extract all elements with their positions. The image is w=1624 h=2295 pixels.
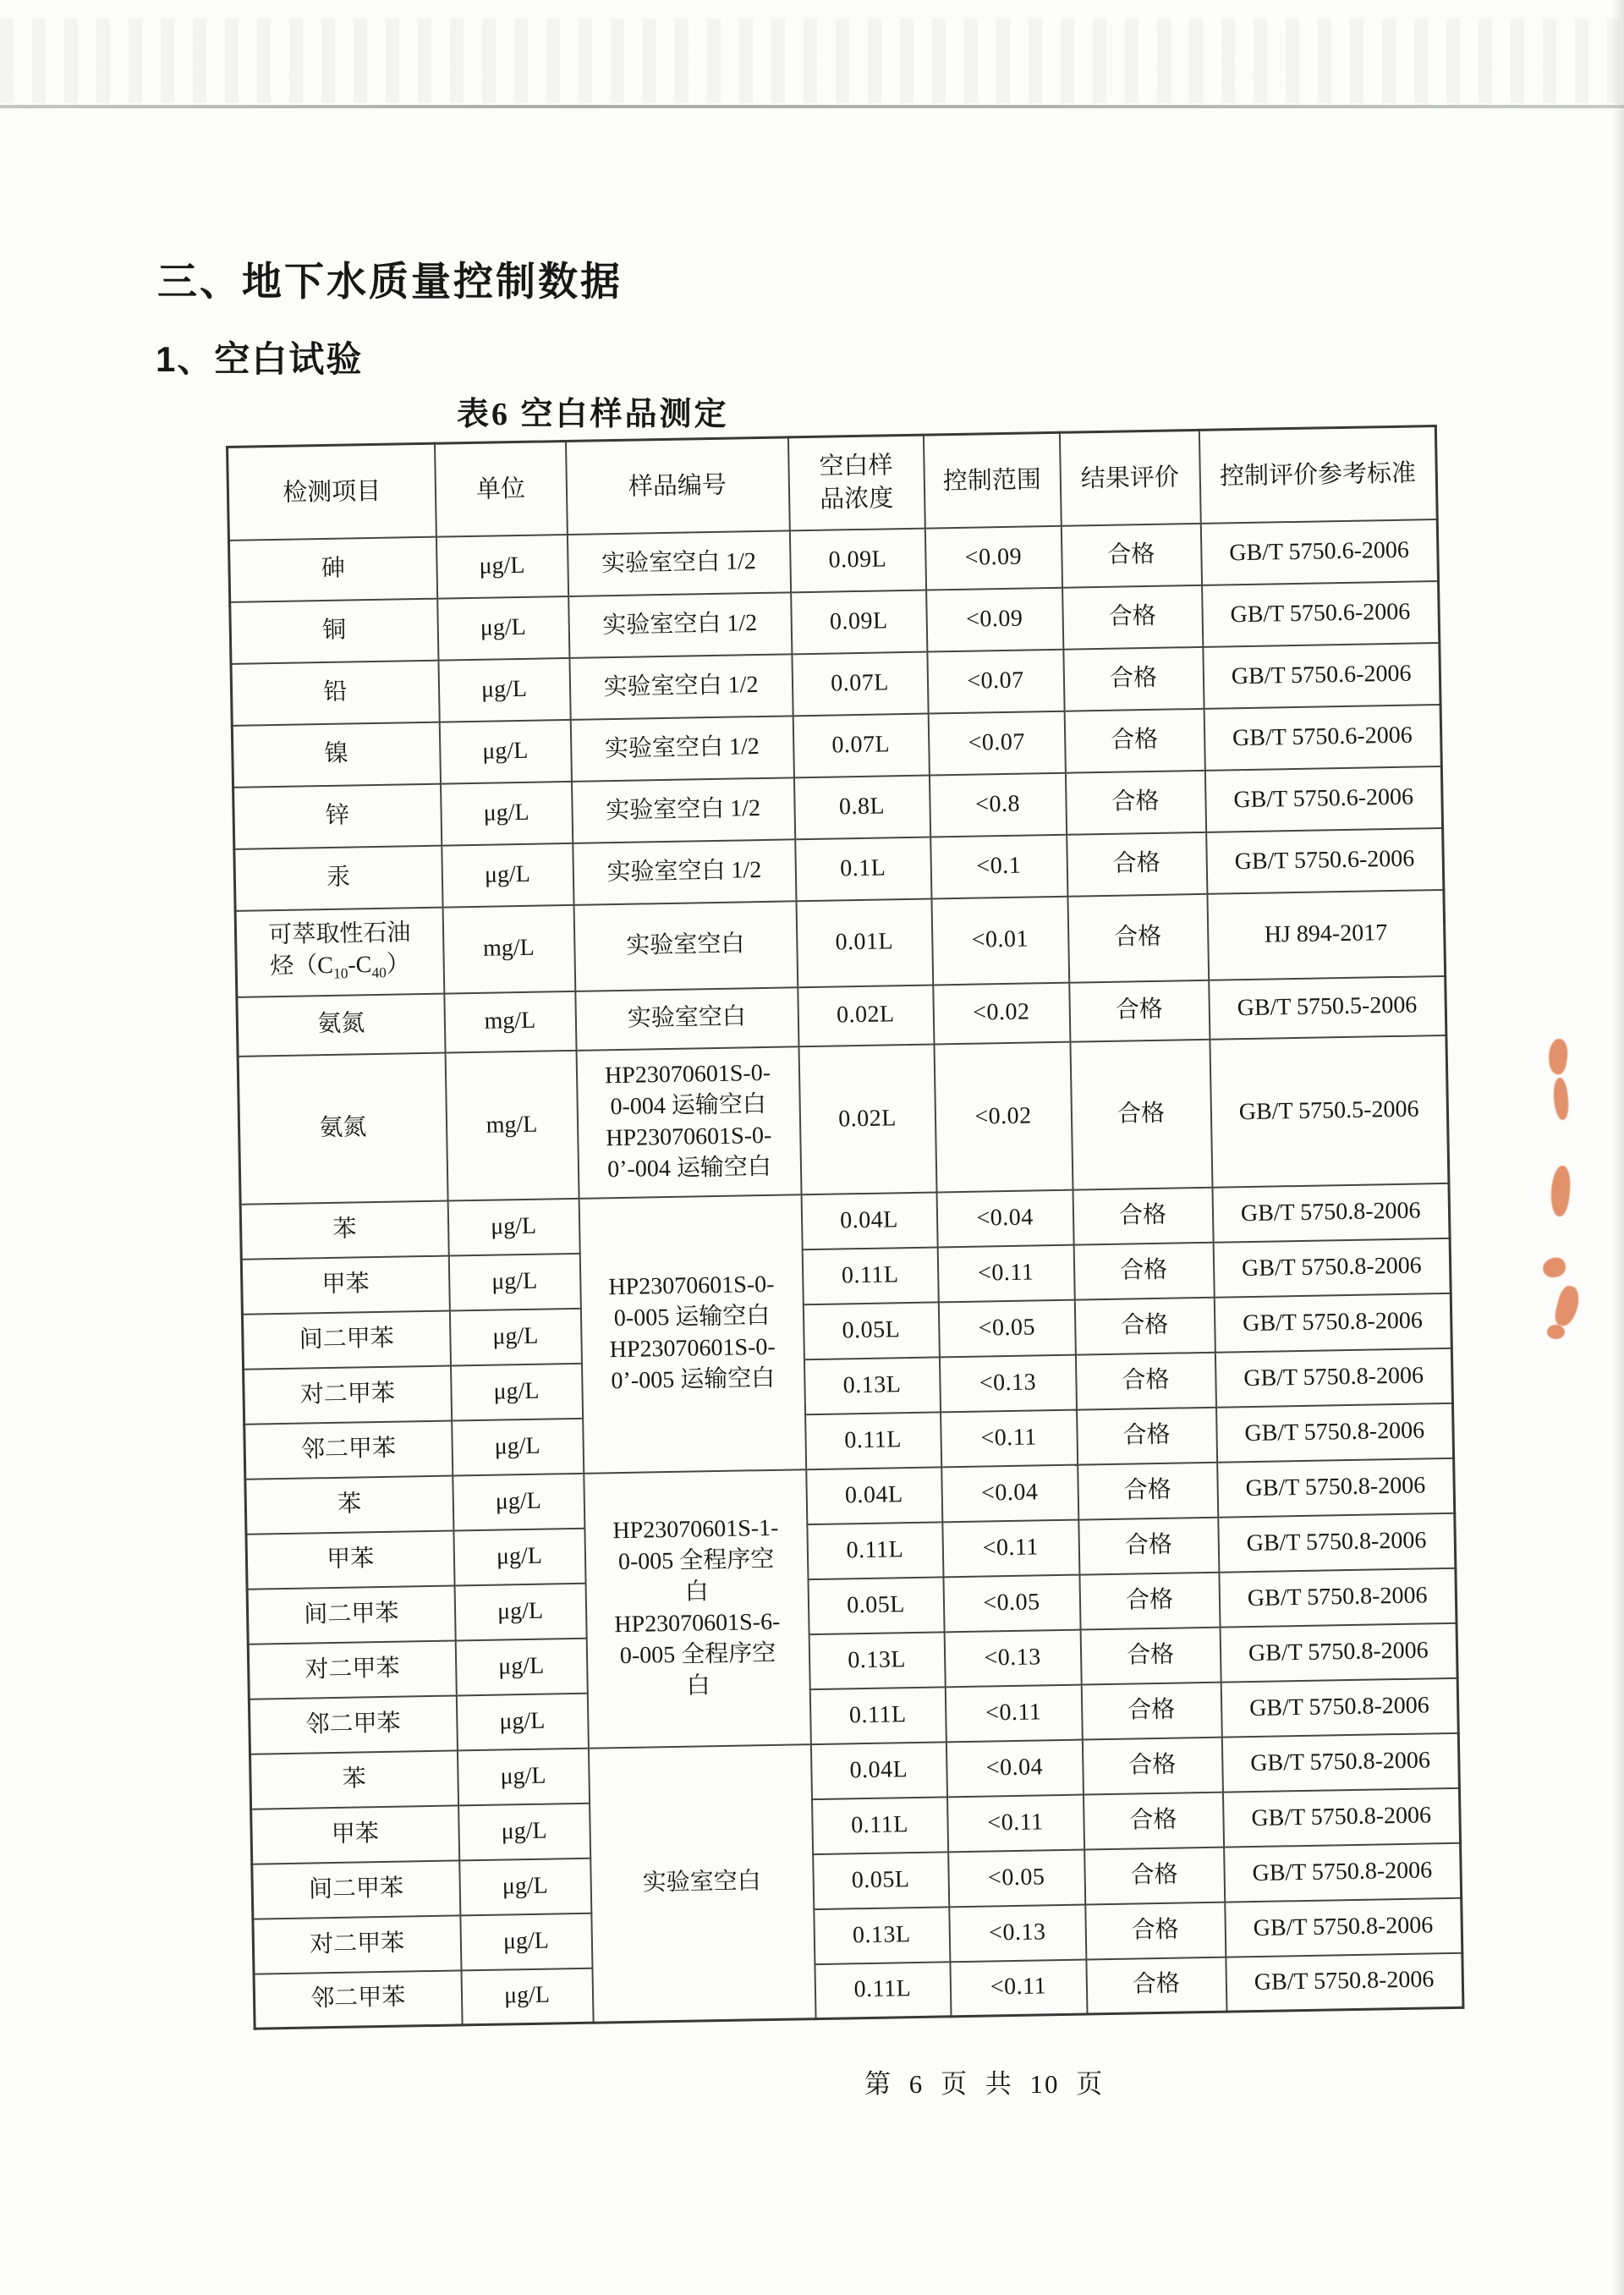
cell-unit: μg/L: [460, 1913, 592, 1970]
cell-result: 合格: [1082, 1737, 1222, 1794]
cell-unit: μg/L: [458, 1803, 590, 1860]
cell-unit: μg/L: [461, 1968, 593, 2025]
cell-range: <0.05: [948, 1849, 1085, 1907]
cell-item: 间二甲苯: [247, 1585, 455, 1644]
cell-item: 间二甲苯: [242, 1310, 450, 1369]
cell-result: 合格: [1065, 770, 1205, 834]
cell-value: 0.02L: [798, 1044, 936, 1194]
cell-sample: 实验室空白 1/2: [568, 592, 792, 658]
cell-result: 合格: [1083, 1792, 1223, 1849]
cell-range: <0.13: [949, 1904, 1086, 1962]
cell-sample: HP23070601S-1- 0-005 全程序空 白 HP23070601S-6- 0-005 全程序空 白: [584, 1469, 811, 1749]
cell-standard: GB/T 5750.5-2006: [1209, 975, 1446, 1039]
cell-result: 合格: [1064, 708, 1204, 772]
cell-unit: μg/L: [436, 534, 568, 598]
cell-standard: GB/T 5750.8-2006: [1225, 1897, 1462, 1957]
cell-range: <0.01: [931, 896, 1069, 985]
cell-unit: μg/L: [448, 1253, 580, 1310]
cell-result: 合格: [1078, 1462, 1218, 1519]
cell-result: 合格: [1073, 1187, 1213, 1244]
cell-item: 邻二甲苯: [254, 1970, 462, 2029]
cell-range: <0.07: [928, 711, 1065, 775]
cell-value: 0.13L: [809, 1632, 945, 1689]
cell-value: 0.13L: [814, 1907, 950, 1964]
cell-item: 可萃取性石油 烃$(C_{10}-C_{40})$: [235, 907, 444, 997]
cell-range: <0.11: [941, 1409, 1078, 1467]
cell-item: 锌: [233, 783, 442, 848]
cell-result: 合格: [1067, 893, 1209, 982]
cell-standard: GB/T 5750.8-2006: [1218, 1513, 1456, 1572]
cell-value: 0.09L: [789, 528, 925, 592]
cell-range: <0.04: [941, 1464, 1078, 1522]
cell-result: 合格: [1063, 646, 1204, 711]
cell-result: 合格: [1086, 1957, 1226, 2014]
cell-value: 0.02L: [798, 985, 934, 1046]
blank-table-body: [228, 519, 1462, 2029]
section-heading: 三、地下水质量控制数据: [157, 259, 623, 304]
cell-range: <0.13: [944, 1629, 1081, 1687]
cell-result: 合格: [1075, 1352, 1215, 1409]
cell-standard: GB/T 5750.8-2006: [1215, 1348, 1452, 1407]
cell-result: 合格: [1070, 1039, 1212, 1189]
cell-result: 合格: [1079, 1572, 1220, 1629]
cell-range: <0.02: [933, 982, 1070, 1044]
cell-standard: GB/T 5750.6-2006: [1204, 766, 1442, 832]
cell-item: 对二甲苯: [244, 1365, 452, 1424]
cell-result: 合格: [1061, 523, 1201, 587]
cell-unit: μg/L: [454, 1583, 586, 1640]
cell-value: 0.07L: [793, 713, 929, 777]
cell-standard: GB/T 5750.6-2006: [1200, 519, 1438, 585]
cell-item: 氨氮: [238, 1052, 447, 1204]
cell-sample: 实验室空白 1/2: [571, 777, 794, 843]
cell-value: 0.8L: [793, 775, 930, 839]
cell-value: 0.13L: [804, 1357, 940, 1414]
cell-sample: 实验室空白: [575, 987, 798, 1051]
cell-standard: GB/T 5750.8-2006: [1222, 1787, 1460, 1847]
cell-result: 合格: [1069, 980, 1210, 1041]
cell-range: <0.02: [934, 1041, 1073, 1192]
cell-range: <0.11: [937, 1244, 1074, 1302]
cell-standard: GB/T 5750.8-2006: [1212, 1183, 1450, 1242]
cell-result: 合格: [1074, 1297, 1215, 1354]
stamp-fragment: [1546, 1038, 1570, 1076]
cell-sample: 实验室空白 1/2: [569, 654, 793, 720]
cell-item: 铅: [231, 660, 439, 725]
cell-standard: GB/T 5750.8-2006: [1217, 1458, 1455, 1517]
page-footer: 第 6 页 共 10 页: [864, 2069, 1105, 2099]
cell-unit: μg/L: [441, 781, 573, 845]
cell-item: 氨氮: [237, 993, 445, 1056]
cell-range: <0.11: [945, 1684, 1082, 1742]
cell-unit: μg/L: [442, 843, 573, 907]
cell-item: 苯: [250, 1750, 458, 1809]
cell-item: 汞: [234, 845, 442, 910]
cell-value: 0.1L: [795, 837, 931, 901]
cell-item: 邻二甲苯: [249, 1695, 457, 1754]
cell-value: 0.11L: [815, 1962, 951, 2019]
cell-standard: GB/T 5750.8-2006: [1214, 1293, 1451, 1352]
cell-unit: μg/L: [453, 1473, 584, 1530]
header-cell-0: 检测项目: [228, 443, 436, 540]
cell-result: 合格: [1073, 1242, 1214, 1299]
cell-result: 合格: [1080, 1627, 1221, 1684]
cell-unit: μg/L: [437, 596, 569, 660]
cell-unit: μg/L: [447, 1198, 579, 1255]
cell-unit: μg/L: [438, 657, 570, 722]
cell-standard: GB/T 5750.6-2006: [1203, 642, 1440, 708]
header-cell-2: 样品编号: [565, 437, 789, 535]
stamp-fragment: [1551, 1077, 1571, 1121]
cell-unit: μg/L: [449, 1308, 581, 1365]
cell-value: 0.11L: [812, 1797, 948, 1854]
cell-unit: μg/L: [451, 1363, 583, 1420]
cell-result: 合格: [1062, 585, 1203, 649]
cell-standard: GB/T 5750.8-2006: [1221, 1677, 1458, 1737]
cell-result: 合格: [1084, 1847, 1225, 1904]
cell-value: 0.05L: [803, 1302, 939, 1359]
cell-range: <0.11: [942, 1519, 1079, 1577]
cell-value: 0.04L: [810, 1742, 946, 1799]
cell-standard: GB/T 5750.8-2006: [1220, 1622, 1457, 1682]
header-cell-5: 结果评价: [1059, 430, 1200, 525]
cell-range: <0.09: [926, 587, 1063, 651]
table-caption: 表6 空白样品测定: [457, 397, 729, 432]
cell-item: 间二甲苯: [252, 1860, 460, 1919]
cell-unit: mg/L: [442, 904, 575, 993]
cell-unit: μg/L: [439, 719, 571, 783]
cell-value: 0.11L: [807, 1522, 943, 1579]
cell-value: 0.04L: [806, 1467, 942, 1524]
cell-result: 合格: [1081, 1682, 1221, 1739]
cell-range: <0.07: [927, 649, 1064, 713]
header-cell-4: 控制范围: [923, 432, 1061, 528]
cell-unit: μg/L: [452, 1418, 584, 1475]
cell-sample: 实验室空白: [573, 901, 798, 991]
scan-artifact-line: [0, 105, 1624, 108]
cell-range: <0.04: [946, 1739, 1083, 1797]
cell-unit: μg/L: [457, 1748, 589, 1805]
cell-unit: mg/L: [444, 991, 576, 1052]
cell-item: 甲苯: [251, 1805, 459, 1864]
cell-range: <0.13: [939, 1354, 1076, 1412]
cell-standard: HJ 894-2017: [1207, 889, 1446, 980]
cell-item: 镍: [232, 722, 440, 787]
cell-standard: GB/T 5750.8-2006: [1219, 1568, 1457, 1627]
cell-standard: GB/T 5750.6-2006: [1202, 581, 1440, 647]
cell-range: <0.8: [929, 772, 1066, 837]
sub-heading: 1、空白试验: [156, 339, 364, 379]
cell-standard: GB/T 5750.6-2006: [1204, 704, 1441, 770]
cell-range: <0.11: [950, 1959, 1087, 2017]
table-wrap: [226, 425, 1464, 2030]
cell-range: <0.1: [930, 834, 1067, 898]
cell-item: 甲苯: [246, 1530, 454, 1589]
cell-item: 甲苯: [241, 1255, 449, 1314]
cell-standard: GB/T 5750.8-2006: [1213, 1238, 1451, 1297]
cell-range: <0.04: [936, 1189, 1073, 1247]
cell-value: 0.05L: [813, 1852, 949, 1909]
cell-result: 合格: [1078, 1517, 1219, 1574]
cell-item: 苯: [240, 1200, 448, 1259]
header-cell-6: 控制评价参考标准: [1199, 426, 1437, 524]
cell-standard: GB/T 5750.8-2006: [1226, 1952, 1463, 2012]
scan-artifact-band: [0, 19, 1624, 103]
cell-standard: GB/T 5750.5-2006: [1210, 1035, 1449, 1187]
stamp-fragment: [1553, 1284, 1583, 1328]
cell-range: <0.09: [924, 525, 1062, 590]
cell-item: 砷: [228, 536, 436, 601]
cell-sample: 实验室空白: [588, 1744, 815, 2023]
cell-sample: 实验室空白 1/2: [567, 530, 790, 596]
cell-value: 0.01L: [796, 898, 933, 987]
header-cell-1: 单位: [434, 441, 567, 536]
cell-item: 邻二甲苯: [244, 1420, 453, 1479]
cell-result: 合格: [1067, 832, 1207, 896]
cell-result: 合格: [1077, 1407, 1217, 1464]
cell-value: 0.11L: [805, 1412, 941, 1469]
stamp-fragment: [1547, 1325, 1565, 1339]
cell-range: <0.05: [943, 1574, 1080, 1632]
cell-sample: HP23070601S-0- 0-004 运输空白 HP23070601S-0- 0’-004 运输空白: [576, 1046, 801, 1199]
cell-unit: μg/L: [455, 1638, 587, 1695]
stamp-fragment: [1549, 1165, 1572, 1217]
cell-standard: GB/T 5750.8-2006: [1224, 1842, 1462, 1902]
header-cell-3: 空白样 品浓度: [787, 435, 924, 530]
stamp-fragment: [1541, 1255, 1567, 1279]
blank-test-table: [226, 425, 1464, 2030]
cell-unit: mg/L: [445, 1050, 579, 1200]
cell-unit: μg/L: [459, 1858, 591, 1915]
page-edge-shadow: [1612, 0, 1624, 2295]
cell-sample: HP23070601S-0- 0-005 运输空白 HP23070601S-0- 0’-005 运输空白: [579, 1194, 806, 1474]
cell-range: <0.05: [938, 1299, 1075, 1357]
cell-unit: μg/L: [453, 1528, 585, 1585]
cell-sample: 实验室空白 1/2: [570, 716, 793, 782]
cell-unit: μg/L: [456, 1693, 588, 1750]
table-row: [238, 1035, 1449, 1204]
cell-value: 0.11L: [802, 1247, 938, 1304]
cell-result: 合格: [1085, 1902, 1226, 1959]
cell-value: 0.09L: [791, 590, 927, 654]
cell-item: 对二甲苯: [253, 1915, 461, 1974]
cell-standard: GB/T 5750.8-2006: [1216, 1403, 1454, 1462]
cell-value: 0.07L: [792, 651, 928, 716]
cell-value: 0.11L: [809, 1687, 946, 1744]
cell-item: 对二甲苯: [248, 1640, 456, 1699]
cell-item: 苯: [245, 1475, 453, 1534]
cell-value: 0.05L: [808, 1577, 944, 1634]
cell-standard: GB/T 5750.8-2006: [1221, 1732, 1459, 1792]
cell-item: 铜: [230, 598, 438, 663]
cell-sample: 实验室空白 1/2: [573, 839, 796, 905]
cell-standard: GB/T 5750.6-2006: [1206, 827, 1444, 893]
cell-range: <0.11: [946, 1794, 1084, 1852]
cell-value: 0.04L: [801, 1192, 937, 1249]
